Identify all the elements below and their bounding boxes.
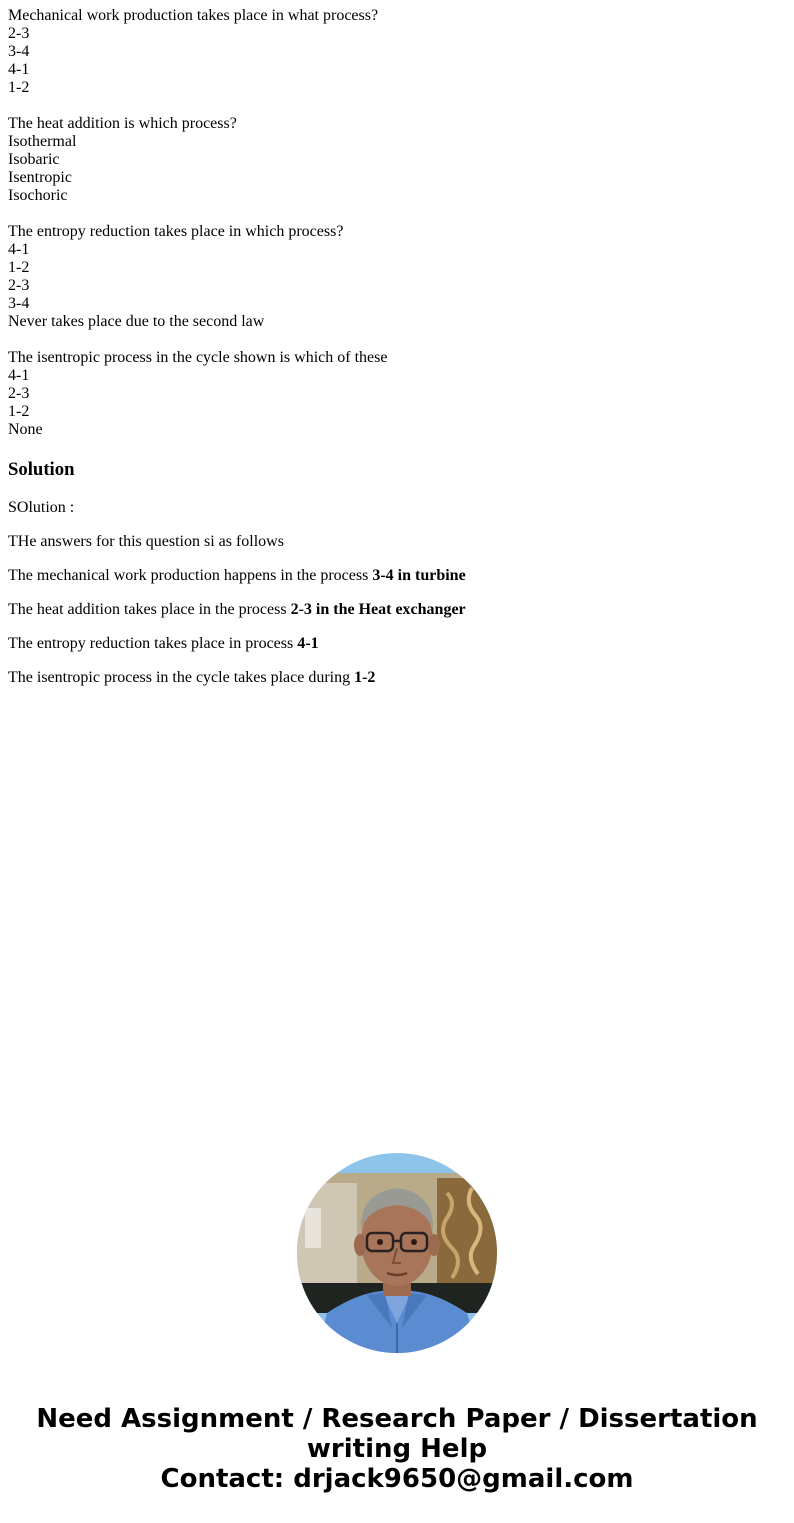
answer-option: 2-3 (8, 25, 30, 42)
answer-prefix: The isentropic process in the cycle takes place during (8, 669, 355, 686)
answer-option: 1-2 (8, 403, 30, 420)
answer-prefix: The mechanical work production happens in the process (8, 567, 373, 584)
answer-option: 3-4 (8, 43, 30, 60)
answer-option: Never takes place due to the second law (8, 313, 265, 330)
answer-option: None (8, 421, 43, 438)
answer-option: 2-3 (8, 385, 30, 402)
answer-option: 1-2 (8, 259, 30, 276)
banner-contact-email: Contact: drjack9650@gmail.com (160, 1464, 634, 1494)
question-block-4 (8, 349, 786, 439)
answer-option: Isochoric (8, 187, 68, 204)
banner-line-2: writing Help (306, 1434, 488, 1464)
questions-section (8, 7, 786, 457)
solution-lead: THe answers for this question si as follows (8, 533, 284, 550)
answer-prefix: The heat addition takes place in the process (8, 601, 291, 618)
answer-option: Isothermal (8, 133, 77, 150)
solution-intro: SOlution : (8, 499, 75, 516)
answer-value: 1-2 (354, 669, 376, 686)
question-block-3 (8, 223, 786, 331)
author-portrait-image (297, 1153, 497, 1353)
answer-option: 2-3 (8, 277, 30, 294)
solution-heading: Solution (8, 459, 75, 480)
question-block-1 (8, 7, 786, 97)
answer-prefix: The entropy reduction takes place in process (8, 635, 298, 652)
answer-option: Isobaric (8, 151, 60, 168)
question-text: The isentropic process in the cycle shown is which of these (8, 349, 388, 366)
answer-value: 4-1 (297, 635, 319, 652)
question-block-2 (8, 115, 786, 205)
contact-banner (0, 1404, 794, 1494)
answer-value: 2-3 in the Heat exchanger (290, 601, 466, 618)
answer-line-4 (8, 669, 375, 687)
answer-option: 4-1 (8, 61, 30, 78)
question-text: The entropy reduction takes place in which process? (8, 223, 344, 240)
answer-line-3 (8, 635, 319, 653)
banner-line-1: Need Assignment / Research Paper / Dissertation (36, 1404, 758, 1434)
answer-option: Isentropic (8, 169, 72, 186)
answer-option: 1-2 (8, 79, 30, 96)
answer-line-2 (8, 601, 466, 619)
answer-option: 3-4 (8, 295, 30, 312)
answer-option: 4-1 (8, 367, 30, 384)
answer-value: 3-4 in turbine (372, 567, 466, 584)
avatar (297, 1153, 497, 1353)
question-text: The heat addition is which process? (8, 115, 237, 132)
question-text: Mechanical work production takes place in what process? (8, 7, 379, 24)
answer-line-1 (8, 567, 466, 585)
answer-option: 4-1 (8, 241, 30, 258)
